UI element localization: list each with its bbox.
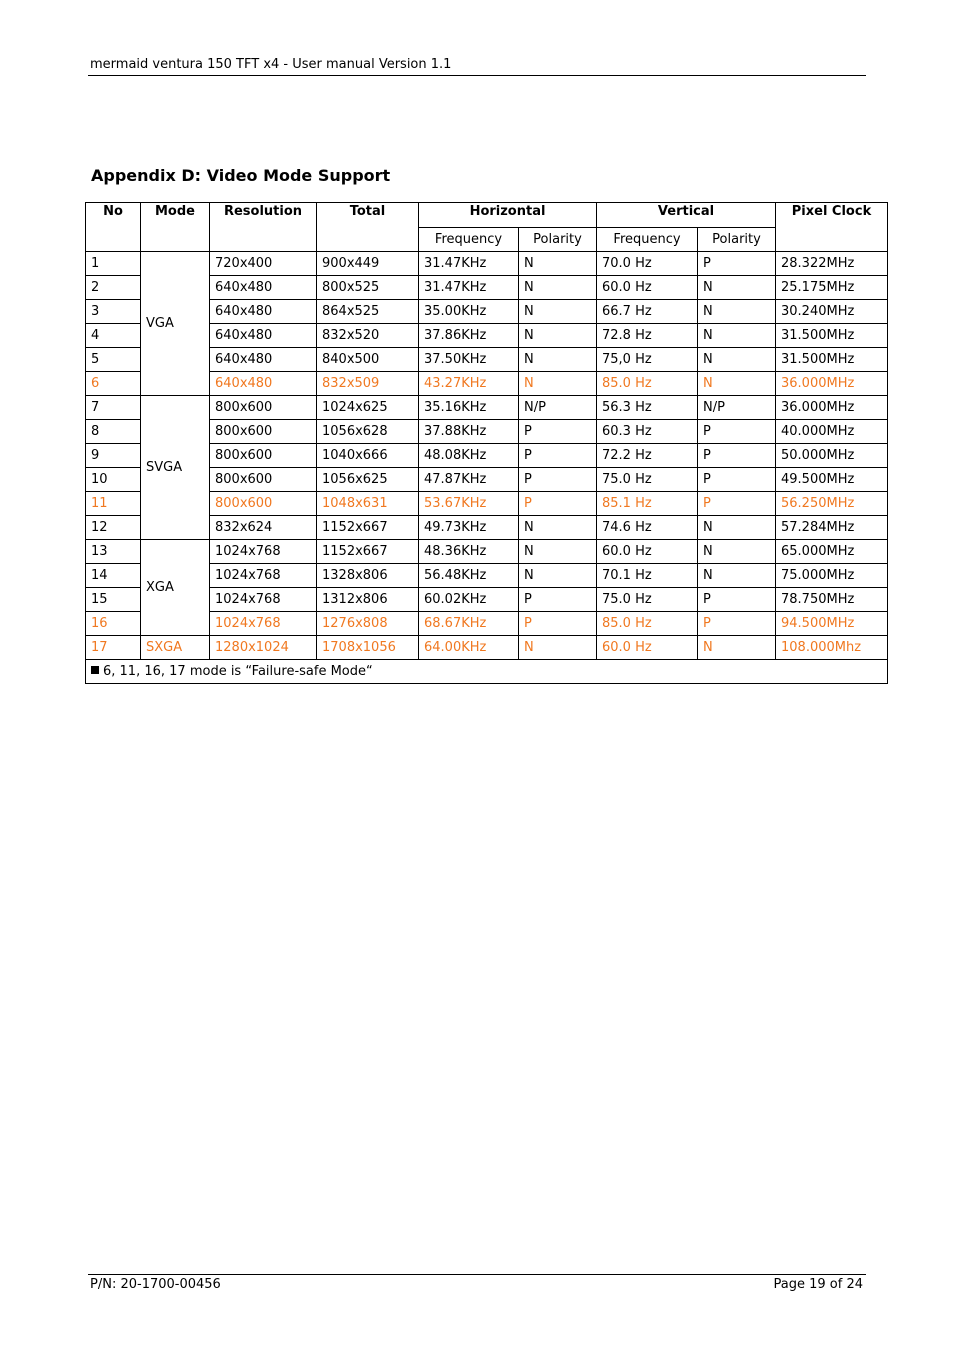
cell-pixel-clock: 31.500MHz	[776, 324, 888, 348]
page-heading: Appendix D: Video Mode Support	[91, 166, 391, 185]
cell-total: 832x520	[317, 324, 419, 348]
header-total: Total	[317, 203, 419, 252]
cell-total: 1040x666	[317, 444, 419, 468]
cell-h-frequency: 31.47KHz	[419, 252, 519, 276]
cell-pixel-clock: 65.000MHz	[776, 540, 888, 564]
cell-total: 1152x667	[317, 540, 419, 564]
cell-v-frequency: 75,0 Hz	[597, 348, 698, 372]
cell-total: 1312x806	[317, 588, 419, 612]
cell-resolution: 640x480	[210, 372, 317, 396]
cell-resolution: 640x480	[210, 324, 317, 348]
cell-v-polarity: N	[698, 372, 776, 396]
cell-total: 1276x808	[317, 612, 419, 636]
cell-v-polarity: P	[698, 252, 776, 276]
cell-h-frequency: 68.67KHz	[419, 612, 519, 636]
cell-v-polarity: P	[698, 420, 776, 444]
cell-resolution: 1024x768	[210, 612, 317, 636]
cell-no: 14	[86, 564, 141, 588]
cell-no: 13	[86, 540, 141, 564]
cell-h-frequency: 60.02KHz	[419, 588, 519, 612]
cell-total: 1152x667	[317, 516, 419, 540]
cell-resolution: 800x600	[210, 468, 317, 492]
cell-pixel-clock: 108.000Mhz	[776, 636, 888, 660]
cell-total: 832x509	[317, 372, 419, 396]
table-note	[86, 660, 888, 684]
cell-v-polarity: N	[698, 636, 776, 660]
cell-total: 1048x631	[317, 492, 419, 516]
cell-h-polarity: P	[519, 588, 597, 612]
cell-h-polarity: N	[519, 372, 597, 396]
cell-v-polarity: N	[698, 564, 776, 588]
cell-resolution: 1280x1024	[210, 636, 317, 660]
cell-pixel-clock: 31.500MHz	[776, 348, 888, 372]
cell-h-frequency: 49.73KHz	[419, 516, 519, 540]
cell-h-polarity: N	[519, 636, 597, 660]
cell-v-frequency: 75.0 Hz	[597, 588, 698, 612]
cell-v-polarity: P	[698, 468, 776, 492]
cell-pixel-clock: 25.175MHz	[776, 276, 888, 300]
cell-h-polarity: N	[519, 276, 597, 300]
cell-h-polarity: N	[519, 324, 597, 348]
header-v-frequency: Frequency	[597, 228, 698, 252]
cell-v-frequency: 72.8 Hz	[597, 324, 698, 348]
cell-v-frequency: 85.0 Hz	[597, 612, 698, 636]
cell-total: 1708x1056	[317, 636, 419, 660]
note-text: 6, 11, 16, 17 mode is “Failure-safe Mode“	[103, 663, 373, 679]
cell-resolution: 1024x768	[210, 564, 317, 588]
cell-resolution: 1024x768	[210, 588, 317, 612]
cell-total: 900x449	[317, 252, 419, 276]
cell-resolution: 800x600	[210, 444, 317, 468]
cell-resolution: 800x600	[210, 492, 317, 516]
header-resolution: Resolution	[210, 203, 317, 252]
cell-v-polarity: N	[698, 540, 776, 564]
cell-h-polarity: N	[519, 516, 597, 540]
cell-v-frequency: 56.3 Hz	[597, 396, 698, 420]
cell-pixel-clock: 28.322MHz	[776, 252, 888, 276]
cell-h-frequency: 43.27KHz	[419, 372, 519, 396]
page-number: Page 19 of 24	[773, 1277, 863, 1292]
cell-no: 11	[86, 492, 141, 516]
cell-resolution: 800x600	[210, 396, 317, 420]
cell-h-polarity: P	[519, 444, 597, 468]
cell-no: 7	[86, 396, 141, 420]
cell-pixel-clock: 30.240MHz	[776, 300, 888, 324]
cell-no: 5	[86, 348, 141, 372]
cell-v-frequency: 75.0 Hz	[597, 468, 698, 492]
header-h-polarity: Polarity	[519, 228, 597, 252]
cell-v-frequency: 72.2 Hz	[597, 444, 698, 468]
cell-h-frequency: 53.67KHz	[419, 492, 519, 516]
cell-h-frequency: 37.50KHz	[419, 348, 519, 372]
header-h-frequency: Frequency	[419, 228, 519, 252]
cell-v-frequency: 85.0 Hz	[597, 372, 698, 396]
cell-h-polarity: N	[519, 252, 597, 276]
cell-pixel-clock: 50.000MHz	[776, 444, 888, 468]
header-vertical: Vertical	[597, 203, 776, 228]
cell-resolution: 1024x768	[210, 540, 317, 564]
cell-v-polarity: N	[698, 276, 776, 300]
square-bullet-icon	[91, 666, 99, 674]
video-mode-table	[85, 202, 888, 684]
cell-pixel-clock: 36.000MHz	[776, 372, 888, 396]
cell-v-polarity: N	[698, 300, 776, 324]
cell-pixel-clock: 94.500MHz	[776, 612, 888, 636]
table-row	[86, 396, 888, 420]
cell-v-polarity: P	[698, 492, 776, 516]
header-horizontal: Horizontal	[419, 203, 597, 228]
footer-divider	[88, 1274, 866, 1275]
cell-h-frequency: 47.87KHz	[419, 468, 519, 492]
cell-v-frequency: 70.1 Hz	[597, 564, 698, 588]
cell-no: 8	[86, 420, 141, 444]
page-header: mermaid ventura 150 TFT x4 - User manual Version 1.1	[90, 57, 452, 72]
cell-v-frequency: 60.0 Hz	[597, 636, 698, 660]
cell-v-polarity: P	[698, 612, 776, 636]
cell-total: 1056x628	[317, 420, 419, 444]
header-v-polarity: Polarity	[698, 228, 776, 252]
cell-pixel-clock: 57.284MHz	[776, 516, 888, 540]
cell-v-frequency: 85.1 Hz	[597, 492, 698, 516]
cell-no: 9	[86, 444, 141, 468]
cell-no: 16	[86, 612, 141, 636]
cell-no: 17	[86, 636, 141, 660]
cell-v-polarity: N/P	[698, 396, 776, 420]
cell-pixel-clock: 49.500MHz	[776, 468, 888, 492]
cell-pixel-clock: 75.000MHz	[776, 564, 888, 588]
cell-total: 840x500	[317, 348, 419, 372]
header-pixel-clock: Pixel Clock	[776, 203, 888, 252]
cell-no: 12	[86, 516, 141, 540]
cell-h-frequency: 64.00KHz	[419, 636, 519, 660]
header-divider	[88, 75, 866, 76]
cell-v-polarity: N	[698, 516, 776, 540]
cell-no: 4	[86, 324, 141, 348]
cell-pixel-clock: 56.250MHz	[776, 492, 888, 516]
cell-total: 800x525	[317, 276, 419, 300]
cell-v-polarity: P	[698, 444, 776, 468]
table-row	[86, 252, 888, 276]
cell-h-frequency: 31.47KHz	[419, 276, 519, 300]
cell-resolution: 720x400	[210, 252, 317, 276]
cell-h-polarity: N	[519, 348, 597, 372]
cell-mode-group: VGA	[141, 252, 210, 396]
cell-mode-group: XGA	[141, 540, 210, 636]
cell-no: 2	[86, 276, 141, 300]
cell-h-polarity: N	[519, 564, 597, 588]
cell-h-frequency: 37.88KHz	[419, 420, 519, 444]
cell-no: 1	[86, 252, 141, 276]
cell-resolution: 640x480	[210, 348, 317, 372]
header-mode: Mode	[141, 203, 210, 252]
cell-h-polarity: N/P	[519, 396, 597, 420]
cell-no: 6	[86, 372, 141, 396]
cell-resolution: 640x480	[210, 300, 317, 324]
cell-no: 3	[86, 300, 141, 324]
cell-h-frequency: 48.08KHz	[419, 444, 519, 468]
cell-resolution: 640x480	[210, 276, 317, 300]
cell-v-frequency: 66.7 Hz	[597, 300, 698, 324]
cell-h-frequency: 56.48KHz	[419, 564, 519, 588]
cell-v-frequency: 60.3 Hz	[597, 420, 698, 444]
table-row	[86, 636, 888, 660]
cell-v-polarity: N	[698, 324, 776, 348]
cell-h-polarity: P	[519, 420, 597, 444]
cell-no: 10	[86, 468, 141, 492]
part-number: P/N: 20-1700-00456	[90, 1277, 221, 1292]
cell-v-polarity: N	[698, 348, 776, 372]
table-row	[86, 540, 888, 564]
cell-total: 1024x625	[317, 396, 419, 420]
cell-v-polarity: P	[698, 588, 776, 612]
table-body	[86, 252, 888, 660]
cell-v-frequency: 70.0 Hz	[597, 252, 698, 276]
cell-pixel-clock: 36.000MHz	[776, 396, 888, 420]
cell-mode: SXGA	[141, 636, 210, 660]
cell-total: 1328x806	[317, 564, 419, 588]
cell-h-polarity: N	[519, 540, 597, 564]
cell-h-polarity: P	[519, 612, 597, 636]
header-no: No	[86, 203, 141, 252]
cell-h-frequency: 35.00KHz	[419, 300, 519, 324]
cell-pixel-clock: 78.750MHz	[776, 588, 888, 612]
cell-h-polarity: P	[519, 492, 597, 516]
cell-mode-group: SVGA	[141, 396, 210, 540]
cell-no: 15	[86, 588, 141, 612]
cell-resolution: 832x624	[210, 516, 317, 540]
cell-h-polarity: N	[519, 300, 597, 324]
cell-total: 864x525	[317, 300, 419, 324]
cell-h-frequency: 35.16KHz	[419, 396, 519, 420]
cell-v-frequency: 60.0 Hz	[597, 540, 698, 564]
cell-resolution: 800x600	[210, 420, 317, 444]
cell-v-frequency: 60.0 Hz	[597, 276, 698, 300]
cell-total: 1056x625	[317, 468, 419, 492]
cell-h-frequency: 48.36KHz	[419, 540, 519, 564]
cell-v-frequency: 74.6 Hz	[597, 516, 698, 540]
cell-pixel-clock: 40.000MHz	[776, 420, 888, 444]
cell-h-polarity: P	[519, 468, 597, 492]
cell-h-frequency: 37.86KHz	[419, 324, 519, 348]
